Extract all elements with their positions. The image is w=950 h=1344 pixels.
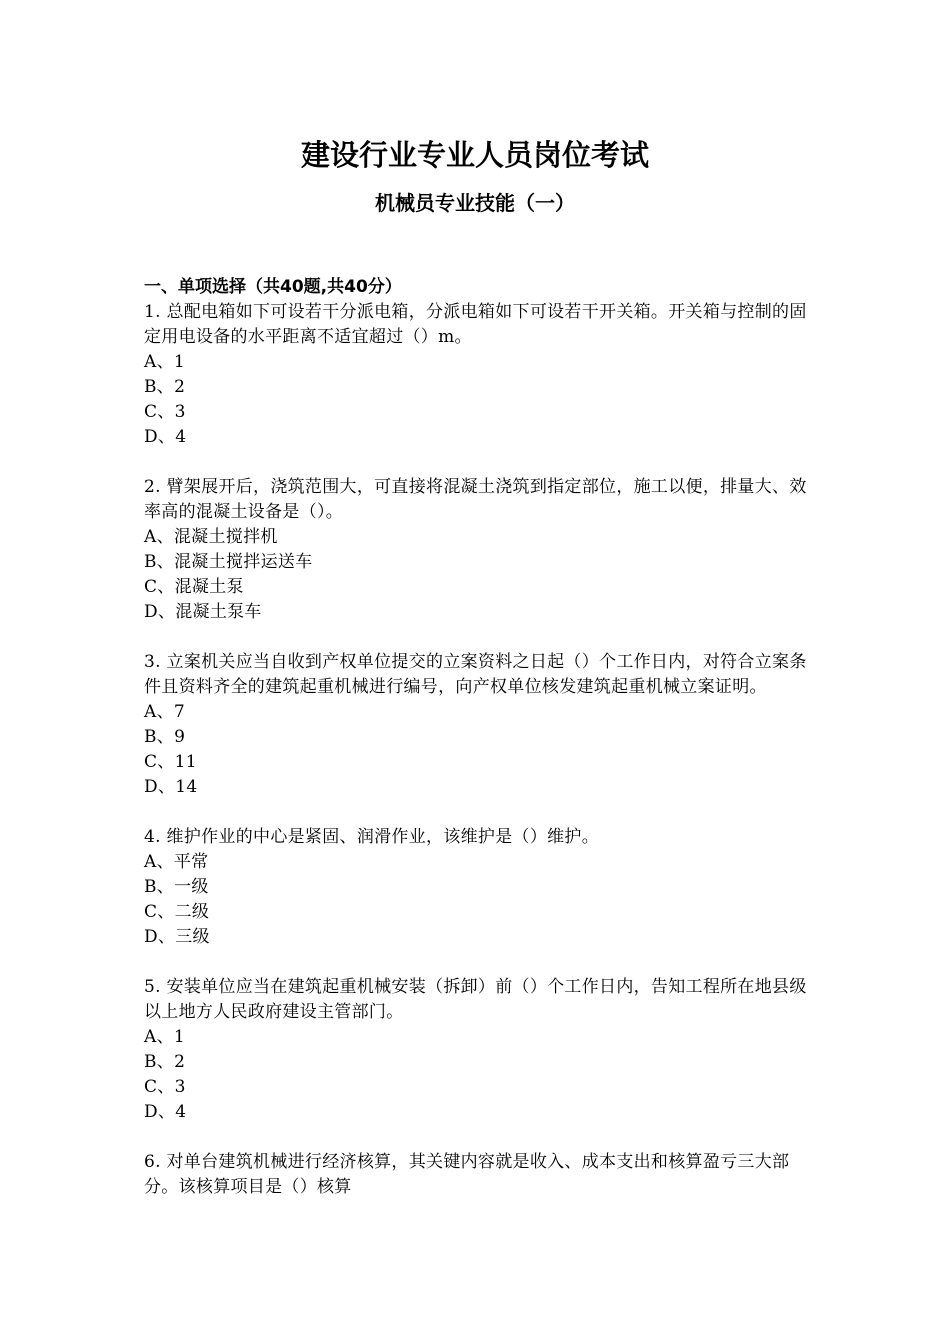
option-a: A、1 bbox=[144, 352, 185, 372]
option-list bbox=[144, 525, 814, 625]
option-d: D、4 bbox=[144, 427, 187, 447]
question-stem: 2. 臂架展开后，浇筑范围大，可直接将混凝土浇筑到指定部位，施工以便，排量大、效率高的混凝土设备是（）。 bbox=[144, 477, 807, 522]
option-list bbox=[144, 850, 814, 950]
option-c: C、3 bbox=[144, 1077, 186, 1097]
exam-title: 建设行业专业人员岗位考试 bbox=[300, 138, 649, 172]
option-b: B、2 bbox=[144, 377, 186, 397]
exam-content bbox=[144, 275, 814, 1200]
option-b: B、9 bbox=[144, 727, 186, 747]
option-c: C、11 bbox=[144, 752, 197, 772]
option-c: C、3 bbox=[144, 402, 186, 422]
option-d: D、14 bbox=[144, 777, 198, 797]
option-c: C、混凝土泵 bbox=[144, 577, 244, 597]
option-list bbox=[144, 1025, 814, 1125]
question-stem: 1. 总配电箱如下可设若干分派电箱，分派电箱如下可设若干开关箱。开关箱与控制的固定用电设备的水平距离不适宜超过（）m。 bbox=[144, 302, 807, 347]
option-d: D、混凝土泵车 bbox=[144, 602, 262, 622]
option-list bbox=[144, 700, 814, 800]
option-list bbox=[144, 350, 814, 450]
option-b: B、一级 bbox=[144, 877, 209, 897]
section-heading: 一、单项选择（共40题,共40分） bbox=[144, 277, 402, 297]
option-b: B、2 bbox=[144, 1052, 186, 1072]
option-a: A、7 bbox=[144, 702, 185, 722]
option-c: C、二级 bbox=[144, 902, 210, 922]
exam-subtitle: 机械员专业技能（一） bbox=[375, 191, 575, 215]
question-2 bbox=[144, 475, 814, 625]
question-stem: 5. 安装单位应当在建筑起重机械安装（拆卸）前（）个工作日内，告知工程所在地县级以上地方人民政府建设主管部门。 bbox=[144, 977, 807, 1022]
question-stem: 3. 立案机关应当自收到产权单位提交的立案资料之日起（）个工作日内，对符合立案条件且资料齐全的建筑起重机械进行编号，向产权单位核发建筑起重机械立案证明。 bbox=[144, 652, 807, 697]
option-a: A、混凝土搅拌机 bbox=[144, 527, 278, 547]
option-d: D、4 bbox=[144, 1102, 187, 1122]
question-6 bbox=[144, 1150, 814, 1200]
question-stem: 6. 对单台建筑机械进行经济核算，其关键内容就是收入、成本支出和核算盈亏三大部分。该核算项目是（）核算 bbox=[144, 1152, 790, 1197]
question-1 bbox=[144, 300, 814, 450]
question-4 bbox=[144, 825, 814, 950]
question-stem: 4. 维护作业的中心是紧固、润滑作业，该维护是（）维护。 bbox=[144, 827, 600, 847]
option-a: A、平常 bbox=[144, 852, 209, 872]
option-a: A、1 bbox=[144, 1027, 185, 1047]
question-5 bbox=[144, 975, 814, 1125]
option-d: D、三级 bbox=[144, 927, 210, 947]
option-b: B、混凝土搅拌运送车 bbox=[144, 552, 313, 572]
question-3 bbox=[144, 650, 814, 800]
